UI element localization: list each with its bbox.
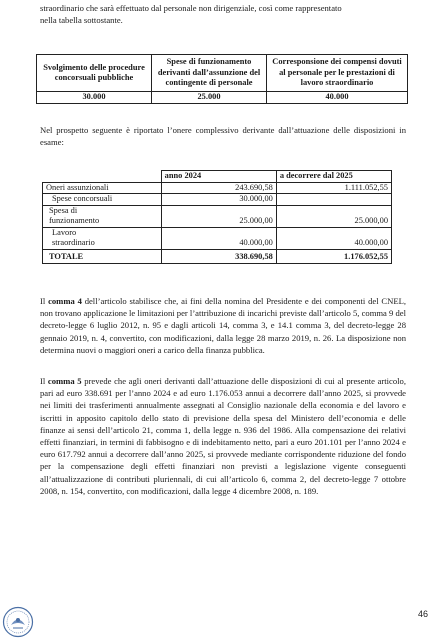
table2-blank-cell [43,171,162,183]
comma5-paragraph [40,375,406,497]
page-number: 46 [417,609,428,619]
table2-row-label-text: Lavoro straordinario [52,227,95,247]
prospetto-paragraph: Nel prospetto seguente è riportato l’onere complessivo derivante dall’attuazione delle disposizioni in esame: [40,125,406,148]
table1-header: Svolgimento delle procedure concorsuali pubbliche [37,55,152,92]
table2-row-label: Oneri assunzionali [43,182,162,194]
table2-row-label [43,205,162,227]
comma5-heading: comma 5 [47,376,82,386]
comma4-prefix: Il [40,296,49,306]
comma4-paragraph [40,295,406,356]
table2-col-header: a decorrere dal 2025 [276,171,391,183]
table2-row-label-text: Spesa di funzionamento [49,205,100,225]
table2-col-header: anno 2024 [161,171,276,183]
table2-row-label: Spese concorsuali [43,194,162,206]
comma5-text: prevede che agli oneri derivanti dall’attuazione delle disposizioni di cui al presente articolo, pari ad euro 338.691 per l’anno 2024 e ad euro 1.176.053 annui a decorrere dall’anno 2025, si provvede nei limiti dei trasferimenti annualmente assegnati al Consiglio nazionale della economia e del lavoro e iscritti in apposito capitolo dello stato di previsione della spesa del Ministero dell’economia e delle finanze ai sensi dell’articolo 21, comma 1, della legge n. 936 del 1986. Alla compensazione dei relativi effetti finanziari, in termini di fabbisogno e di indebitamento netto, pari a euro 201.101 per l’anno 2024 e euro 617.792 annui a decorrere dall’anno 2025, si provvede mediante corrispondente riduzione del fondo per la compensazione degli effetti finanziari non previsti a legislazione vigente conseguenti all’attualizzazione di contributi pluriennali, di cui all’articolo 6, comma 2, del decreto-legge 7 ottobre 2008, n. 154, convertito, con modificazioni, dalla legge 4 dicembre 2008, n. 189. [40,376,406,496]
table2-total-label: TOTALE [43,249,162,263]
table2-total-cell: 338.690,58 [161,249,276,263]
intro-line: nella tabella sottostante. [40,15,123,26]
total-charges-table [42,170,392,264]
table2-cell: 25.000,00 [276,205,391,227]
table2-cell: 1.111.052,55 [276,182,391,194]
comma4-text: dell’articolo stabilisce che, ai fini della nomina del Presidente e dei componenti del CNEL, non trovano applicazione le limitazioni per l’attribuzione di incarichi previste dall’articolo 5, comma 9 del decreto-legge 6 luglio 2012, n. 95 e dagli articoli 14, comma 3, e 14.1 comma 3, del decreto-legge 28 gennaio 2019, n. 4, convertito, con modificazioni, dalla legge 28 marzo 2019, n. 26. La disposizione non determina nuovi o maggiori oneri a carico della finanza pubblica. [40,296,407,355]
table1-value: 40.000 [267,92,408,104]
table2-row-label [43,227,162,249]
cost-breakdown-table [36,54,408,104]
comma5-prefix: Il [40,376,48,386]
intro-paragraph [40,2,406,26]
intro-line: straordinario che sarà effettuato dal personale non dirigenziale, così come rappresentato [40,3,342,13]
table1-value: 30.000 [37,92,152,104]
table2-cell: 40.000,00 [276,227,391,249]
comma4-heading: comma 4 [48,296,82,306]
table2-cell: 30.000,00 [161,194,276,206]
table2-cell: 243.690,58 [161,182,276,194]
table2-total-cell: 1.176.052,55 [276,249,391,263]
table2-cell [276,194,391,206]
table2-cell: 25.000,00 [161,205,276,227]
table1-value: 25.000 [152,92,267,104]
emblem-seal-icon [2,606,34,638]
table2-cell: 40.000,00 [161,227,276,249]
table1-header: Spese di funzionamento derivanti dall’assunzione del contingente di personale [152,55,267,92]
table1-header: Corresponsione dei compensi dovuti al personale per le prestazioni di lavoro straordinario [267,55,408,92]
